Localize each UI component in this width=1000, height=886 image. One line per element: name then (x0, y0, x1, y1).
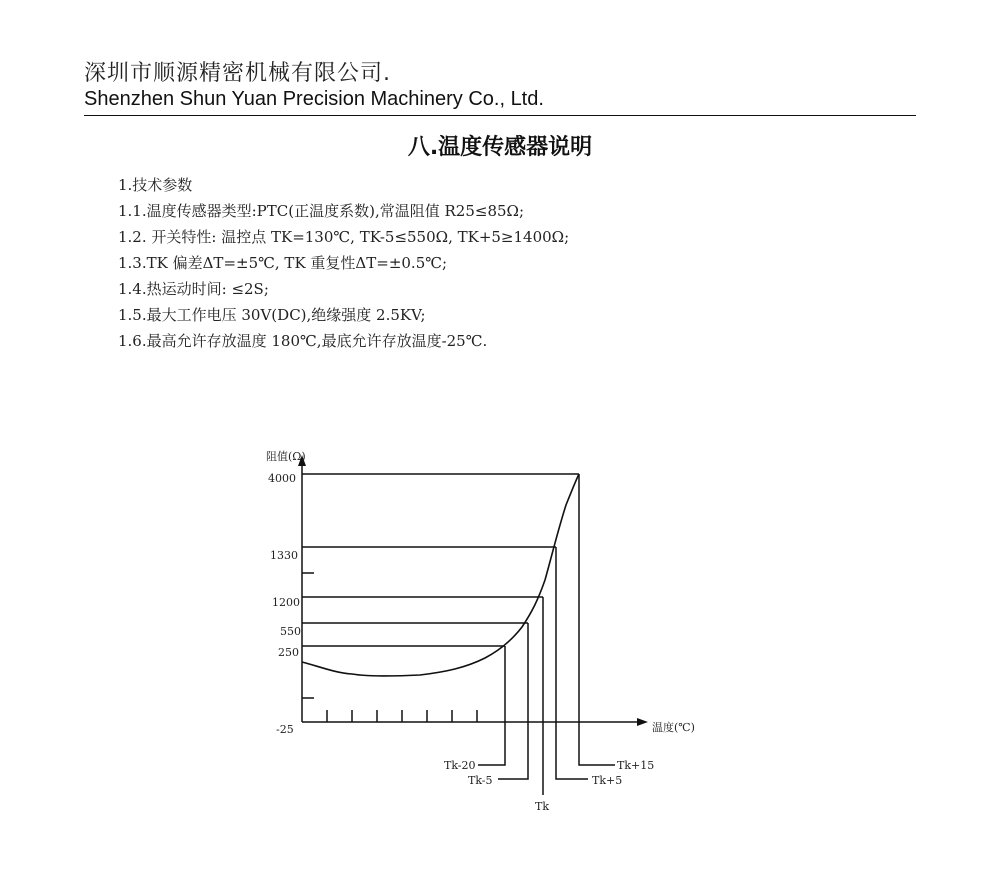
param-item: 1.2. 开关特性: 温控点 TK=130℃, TK-5≤550Ω, TK+5≥1400Ω; (118, 228, 570, 246)
reference-lines-horizontal (302, 474, 579, 646)
y-axis-label: 阻值(Ω) (266, 450, 306, 463)
y-tick-label: 1330 (270, 549, 298, 562)
param-item: 1.4.热运动时间: ≤2S; (118, 280, 269, 298)
x-axis-label: 温度(℃) (652, 721, 695, 734)
param-item: 1.5.最大工作电压 30V(DC),绝缘强度 2.5KV; (118, 306, 426, 324)
chart-axes (298, 455, 648, 726)
temperature-marker-lines (478, 474, 615, 795)
param-item: 1.3.TK 偏差ΔT=±5℃, TK 重复性ΔT=±0.5℃; (118, 254, 448, 272)
y-tick-label: 4000 (268, 472, 296, 485)
y-tick-label: 250 (278, 646, 299, 659)
marker-label: Tk+15 (617, 759, 655, 772)
section-title: 八.温度传感器说明 (407, 135, 593, 160)
marker-label: Tk-20 (444, 759, 476, 772)
x-axis-arrow (637, 718, 648, 726)
marker-tk-20 (478, 646, 505, 765)
marker-label: Tk+5 (592, 774, 623, 787)
y-tick-label: 1200 (272, 596, 300, 609)
y-tick-label: 550 (280, 625, 301, 638)
y-minor-ticks (302, 573, 314, 698)
marker-label: Tk-5 (468, 774, 493, 787)
marker-tk-5-plus (556, 547, 588, 779)
company-name-en: Shenzhen Shun Yuan Precision Machinery Co., Ltd. (84, 88, 544, 110)
param-item: 1.1.温度传感器类型:PTC(正温度系数),常温阻值 R25≤85Ω; (118, 202, 525, 220)
company-name-cn: 深圳市顺源精密机械有限公司. (84, 61, 391, 86)
x-minor-ticks (327, 710, 477, 722)
y-tick-label: -25 (276, 723, 294, 736)
param-item: 1.6.最高允许存放温度 180℃,最底允许存放温度-25℃. (118, 332, 488, 350)
params-heading: 1.技术参数 (118, 176, 193, 194)
marker-label: Tk (535, 800, 550, 813)
